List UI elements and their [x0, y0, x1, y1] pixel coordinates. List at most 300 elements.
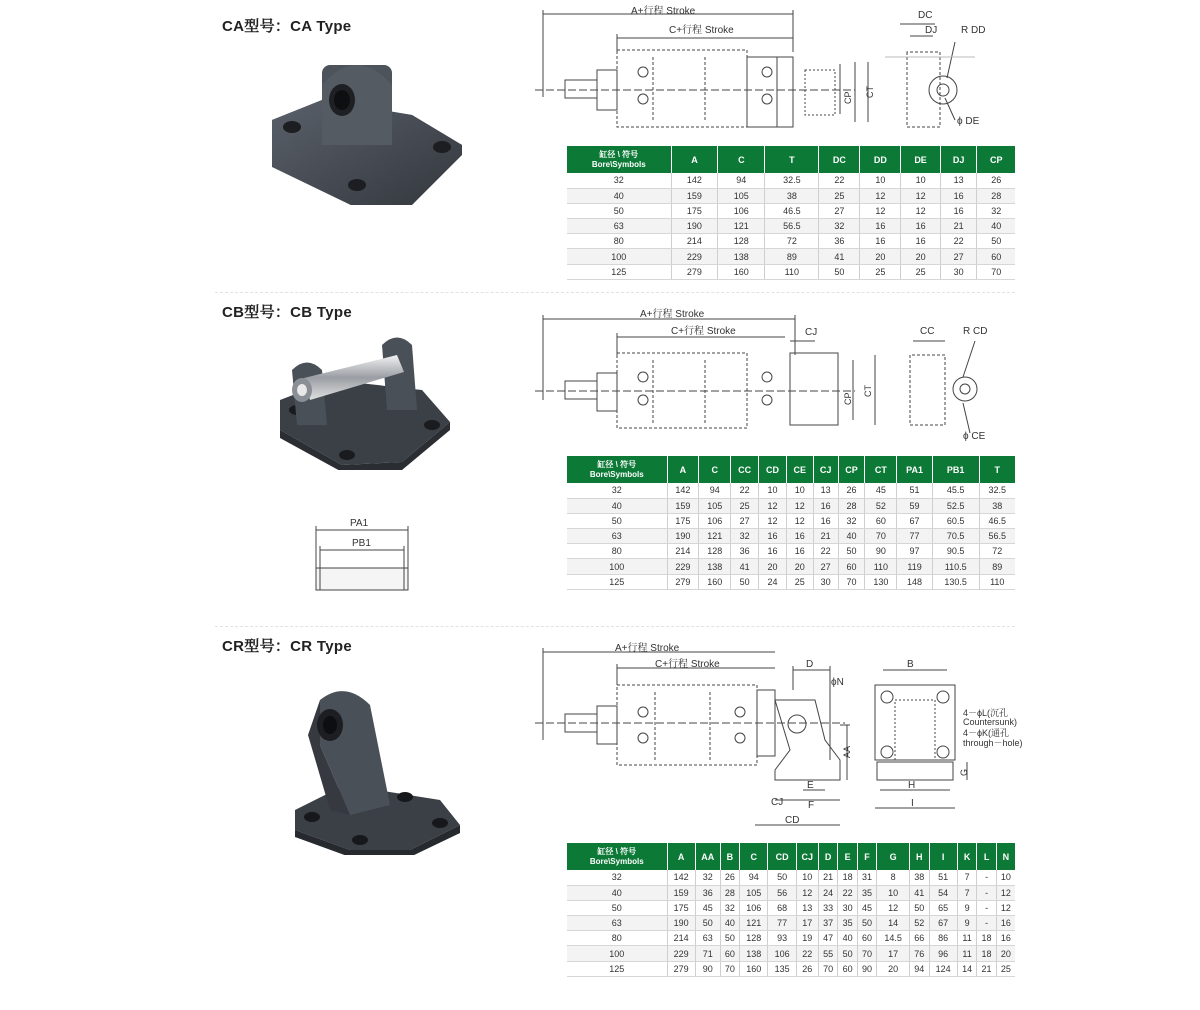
table-cell: 25	[786, 574, 813, 589]
table-cell: 70	[977, 264, 1015, 279]
bore-size-cell: 125	[567, 264, 671, 279]
table-cell: 10	[996, 870, 1015, 885]
table-cell: 32.5	[765, 173, 819, 188]
table-cell: 50	[977, 234, 1015, 249]
table-row	[567, 188, 1015, 203]
table-cell: 10	[901, 173, 941, 188]
table-cell: 121	[718, 219, 765, 234]
table-row	[567, 498, 1015, 513]
table-cell: 8	[877, 870, 910, 885]
table-cell: 279	[667, 574, 699, 589]
table-cell: 51	[897, 483, 932, 498]
table-cell: 175	[671, 203, 718, 218]
table-cell: 190	[667, 529, 699, 544]
cr-type-title: CR型号：CR Type	[222, 638, 352, 655]
bore-size-cell: 100	[567, 249, 671, 264]
bore-size-cell: 100	[567, 946, 667, 961]
table-cell: -	[977, 885, 996, 900]
table-cell: 41	[819, 249, 860, 264]
table-cell: 27	[819, 203, 860, 218]
table-cell: 31	[857, 870, 876, 885]
cr-n-label: ϕN	[831, 677, 844, 688]
table-col-header: PB1	[932, 456, 979, 483]
table-cell: 40	[838, 529, 865, 544]
table-cell: 22	[796, 946, 818, 961]
bore-size-cell: 32	[567, 870, 667, 885]
table-cell: 50	[720, 931, 739, 946]
table-cell: 96	[929, 946, 957, 961]
table-cell: 110	[765, 264, 819, 279]
cr-h-label: H	[908, 780, 916, 791]
table-cell: 121	[699, 529, 731, 544]
table-row	[567, 529, 1015, 544]
cr-e-label: E	[807, 780, 814, 791]
table-cell: 106	[699, 513, 731, 528]
cr-d-label: D	[806, 659, 814, 670]
section-divider	[215, 626, 1015, 627]
table-cell: 20	[759, 559, 787, 574]
table-cell: 22	[813, 544, 838, 559]
cr-a-stroke-label: A+行程 Stroke	[615, 643, 680, 654]
section-divider	[215, 292, 1015, 293]
bore-size-cell: 63	[567, 529, 667, 544]
table-cell: 22	[731, 483, 759, 498]
table-cell: 60	[838, 559, 865, 574]
table-cell: 35	[838, 916, 857, 931]
cr-f-label: F	[808, 800, 815, 811]
table-cell: 11	[957, 931, 976, 946]
table-cell: 60	[977, 249, 1015, 264]
table-row	[567, 483, 1015, 498]
table-cell: 7	[957, 870, 976, 885]
table-cell: 56.5	[979, 529, 1015, 544]
table-cell: 18	[977, 931, 996, 946]
table-cell: 19	[796, 931, 818, 946]
table-cell: 89	[979, 559, 1015, 574]
ca-dimension-diagram	[535, 2, 1015, 137]
table-cell: 20	[860, 249, 901, 264]
table-cell: 16	[940, 188, 977, 203]
table-cell: 32	[720, 900, 739, 915]
table-cell: 27	[813, 559, 838, 574]
table-col-header: DD	[860, 146, 901, 173]
bore-size-cell: 80	[567, 544, 667, 559]
table-cell: 67	[929, 916, 957, 931]
table-cell: 11	[957, 946, 976, 961]
bore-size-cell: 80	[567, 234, 671, 249]
table-cell: 25	[996, 961, 1015, 976]
table-cell: 20	[786, 559, 813, 574]
ca-clevis-photo	[262, 45, 472, 205]
table-cell: 159	[671, 188, 718, 203]
table-col-header: DC	[819, 146, 860, 173]
table-row	[567, 544, 1015, 559]
table-col-header: A	[667, 843, 695, 870]
table-cell: 27	[731, 513, 759, 528]
table-cell: 12	[901, 188, 941, 203]
table-cell: 36	[695, 885, 720, 900]
bore-size-cell: 63	[567, 916, 667, 931]
cr-l-note-1: 4－ϕL(沉孔	[963, 708, 1009, 718]
table-cell: 25	[860, 264, 901, 279]
table-cell: 70	[838, 574, 865, 589]
table-col-header: PA1	[897, 456, 932, 483]
cb-dimension-diagram	[535, 305, 1015, 445]
table-cell: 12	[901, 203, 941, 218]
table-cell: 94	[699, 483, 731, 498]
table-cell: 22	[838, 885, 857, 900]
table-cell: 45.5	[932, 483, 979, 498]
cr-aa-label: AA	[842, 745, 852, 758]
table-cell: 16	[759, 544, 787, 559]
ca-a-stroke-label: A+行程 Stroke	[631, 6, 696, 17]
table-cell: 70	[818, 961, 837, 976]
table-cell: 28	[977, 188, 1015, 203]
cb-c-stroke-label: C+行程 Stroke	[671, 326, 736, 337]
table-cell: 106	[768, 946, 796, 961]
table-cell: 142	[667, 870, 695, 885]
table-col-header: D	[818, 843, 837, 870]
table-cell: 16	[860, 234, 901, 249]
table-cell: 26	[720, 870, 739, 885]
table-cell: 38	[765, 188, 819, 203]
table-cell: 138	[718, 249, 765, 264]
table-cell: 20	[901, 249, 941, 264]
table-cell: 25	[731, 498, 759, 513]
cb-pin-dimension-diagram	[310, 512, 415, 592]
table-cell: 40	[720, 916, 739, 931]
table-cell: 16	[786, 544, 813, 559]
table-cell: 25	[901, 264, 941, 279]
table-cell: 10	[786, 483, 813, 498]
table-cell: 16	[901, 234, 941, 249]
table-cell: 27	[940, 249, 977, 264]
table-row	[567, 916, 1015, 931]
table-row	[567, 234, 1015, 249]
table-cell: 45	[857, 900, 876, 915]
table-cell: 9	[957, 916, 976, 931]
table-cell: 105	[740, 885, 768, 900]
table-col-header: A	[671, 146, 718, 173]
table-cell: 128	[740, 931, 768, 946]
bore-size-cell: 50	[567, 513, 667, 528]
ca-bore-header: 缸径 \ 符号 Bore\Symbols	[567, 146, 671, 173]
table-col-header: CT	[865, 456, 897, 483]
table-cell: 93	[768, 931, 796, 946]
cb-spec-table	[567, 456, 1015, 590]
table-cell: 130	[865, 574, 897, 589]
cr-k-note-1: 4－ϕK(通孔	[963, 728, 1010, 738]
table-cell: 106	[740, 900, 768, 915]
bore-size-cell: 125	[567, 574, 667, 589]
table-cell: 77	[897, 529, 932, 544]
cr-k-note-2: through－hole)	[963, 738, 1023, 748]
table-row	[567, 946, 1015, 961]
table-cell: 14	[957, 961, 976, 976]
table-cell: 37	[818, 916, 837, 931]
table-cell: 12	[759, 498, 787, 513]
table-cell: 142	[671, 173, 718, 188]
table-cell: 21	[818, 870, 837, 885]
cr-cj-label: CJ	[771, 797, 784, 808]
table-cell: 7	[957, 885, 976, 900]
bore-size-cell: 50	[567, 900, 667, 915]
table-col-header: F	[857, 843, 876, 870]
table-cell: 159	[667, 498, 699, 513]
table-cell: 50	[819, 264, 860, 279]
bore-size-cell: 125	[567, 961, 667, 976]
cr-b-label: B	[907, 659, 914, 670]
table-cell: 94	[740, 870, 768, 885]
table-cell: 24	[818, 885, 837, 900]
table-cell: 50	[768, 870, 796, 885]
bore-size-cell: 50	[567, 203, 671, 218]
table-row	[567, 249, 1015, 264]
table-cell: 20	[996, 946, 1015, 961]
ca-de-label: ϕ DE	[957, 116, 980, 127]
table-cell: 12	[796, 885, 818, 900]
table-cell: 190	[671, 219, 718, 234]
bore-size-cell: 63	[567, 219, 671, 234]
table-cell: -	[977, 870, 996, 885]
table-cell: 138	[740, 946, 768, 961]
table-cell: 55	[818, 946, 837, 961]
table-cell: 12	[877, 900, 910, 915]
table-cell: 159	[667, 885, 695, 900]
table-cell: 12	[786, 498, 813, 513]
table-cell: 13	[813, 483, 838, 498]
table-cell: -	[977, 916, 996, 931]
table-cell: 94	[910, 961, 929, 976]
table-cell: 214	[671, 234, 718, 249]
cr-c-stroke-label: C+行程 Stroke	[655, 659, 720, 670]
table-cell: 279	[667, 961, 695, 976]
table-cell: -	[977, 900, 996, 915]
table-cell: 32	[819, 219, 860, 234]
table-cell: 12	[996, 885, 1015, 900]
table-cell: 16	[940, 203, 977, 218]
cr-i-label: I	[911, 798, 914, 809]
table-cell: 105	[699, 498, 731, 513]
table-cell: 30	[838, 900, 857, 915]
table-cell: 32	[731, 529, 759, 544]
table-cell: 94	[718, 173, 765, 188]
table-col-header: AA	[695, 843, 720, 870]
table-cell: 90	[865, 544, 897, 559]
table-cell: 90.5	[932, 544, 979, 559]
table-cell: 14.5	[877, 931, 910, 946]
table-cell: 110	[979, 574, 1015, 589]
table-cell: 33	[818, 900, 837, 915]
table-col-header: N	[996, 843, 1015, 870]
table-cell: 50	[731, 574, 759, 589]
table-cell: 148	[897, 574, 932, 589]
table-col-header: C	[718, 146, 765, 173]
table-cell: 50	[838, 946, 857, 961]
table-cell: 138	[699, 559, 731, 574]
table-cell: 10	[860, 173, 901, 188]
table-cell: 50	[910, 900, 929, 915]
table-cell: 52	[865, 498, 897, 513]
table-cell: 52	[910, 916, 929, 931]
table-cell: 45	[695, 900, 720, 915]
table-cell: 12	[759, 513, 787, 528]
table-cell: 105	[718, 188, 765, 203]
table-cell: 56	[768, 885, 796, 900]
table-cell: 190	[667, 916, 695, 931]
table-col-header: T	[765, 146, 819, 173]
table-row	[567, 173, 1015, 188]
table-cell: 28	[838, 498, 865, 513]
cb-pa1-label: PA1	[350, 518, 369, 529]
table-col-header: DJ	[940, 146, 977, 173]
table-cell: 76	[910, 946, 929, 961]
table-cell: 128	[699, 544, 731, 559]
table-cell: 71	[695, 946, 720, 961]
table-col-header: A	[667, 456, 699, 483]
table-cell: 41	[910, 885, 929, 900]
table-cell: 54	[929, 885, 957, 900]
cr-spec-table	[567, 843, 1015, 977]
table-cell: 63	[695, 931, 720, 946]
table-row	[567, 885, 1015, 900]
bore-size-cell: 32	[567, 483, 667, 498]
table-cell: 16	[996, 916, 1015, 931]
table-cell: 32.5	[979, 483, 1015, 498]
bore-size-cell: 100	[567, 559, 667, 574]
table-cell: 70	[865, 529, 897, 544]
cr-dimension-diagram	[535, 640, 1025, 830]
ca-spec-table	[567, 146, 1015, 280]
table-cell: 97	[897, 544, 932, 559]
table-cell: 68	[768, 900, 796, 915]
table-cell: 41	[731, 559, 759, 574]
table-cell: 124	[929, 961, 957, 976]
cb-cc-label: CC	[920, 326, 935, 337]
table-cell: 10	[877, 885, 910, 900]
table-cell: 12	[860, 203, 901, 218]
cb-a-stroke-label: A+行程 Stroke	[640, 309, 705, 320]
table-cell: 46.5	[979, 513, 1015, 528]
table-cell: 16	[813, 513, 838, 528]
table-cell: 16	[786, 529, 813, 544]
cr-cd-label: CD	[785, 815, 800, 826]
table-cell: 16	[996, 931, 1015, 946]
table-cell: 36	[731, 544, 759, 559]
cb-ct-label: CT	[863, 385, 873, 397]
table-cell: 50	[838, 544, 865, 559]
cb-cj-label: CJ	[805, 327, 818, 338]
ca-dc-label: DC	[918, 10, 933, 21]
table-row	[567, 219, 1015, 234]
table-cell: 214	[667, 544, 699, 559]
ca-ct-label: CT	[865, 86, 875, 98]
table-cell: 70	[857, 946, 876, 961]
table-cell: 89	[765, 249, 819, 264]
ca-dj-label: DJ	[925, 25, 938, 36]
table-cell: 17	[796, 916, 818, 931]
table-cell: 142	[667, 483, 699, 498]
table-cell: 16	[901, 219, 941, 234]
table-cell: 9	[957, 900, 976, 915]
table-cell: 40	[977, 219, 1015, 234]
table-cell: 13	[796, 900, 818, 915]
table-cell: 22	[819, 173, 860, 188]
table-col-header: T	[979, 456, 1015, 483]
table-cell: 16	[860, 219, 901, 234]
table-cell: 26	[796, 961, 818, 976]
table-cell: 12	[996, 900, 1015, 915]
bore-size-cell: 40	[567, 885, 667, 900]
table-cell: 121	[740, 916, 768, 931]
table-col-header: L	[977, 843, 996, 870]
table-cell: 60	[720, 946, 739, 961]
table-cell: 26	[977, 173, 1015, 188]
table-cell: 26	[838, 483, 865, 498]
table-row	[567, 203, 1015, 218]
table-cell: 175	[667, 513, 699, 528]
table-row	[567, 574, 1015, 589]
table-col-header: CD	[768, 843, 796, 870]
cb-pb1-label: PB1	[352, 538, 371, 549]
table-cell: 52.5	[932, 498, 979, 513]
table-cell: 229	[667, 559, 699, 574]
table-cell: 110	[865, 559, 897, 574]
table-col-header: B	[720, 843, 739, 870]
table-cell: 160	[740, 961, 768, 976]
table-cell: 25	[819, 188, 860, 203]
table-cell: 32	[838, 513, 865, 528]
table-cell: 30	[813, 574, 838, 589]
table-cell: 229	[671, 249, 718, 264]
table-col-header: E	[838, 843, 857, 870]
table-cell: 119	[897, 559, 932, 574]
table-cell: 30	[940, 264, 977, 279]
table-cell: 66	[910, 931, 929, 946]
table-cell: 70.5	[932, 529, 979, 544]
table-col-header: G	[877, 843, 910, 870]
table-row	[567, 513, 1015, 528]
table-col-header: CP	[977, 146, 1015, 173]
table-cell: 10	[796, 870, 818, 885]
table-col-header: K	[957, 843, 976, 870]
table-row	[567, 559, 1015, 574]
table-cell: 14	[877, 916, 910, 931]
table-cell: 135	[768, 961, 796, 976]
table-row	[567, 264, 1015, 279]
table-cell: 70	[720, 961, 739, 976]
table-cell: 86	[929, 931, 957, 946]
table-cell: 130.5	[932, 574, 979, 589]
table-cell: 60	[865, 513, 897, 528]
table-col-header: CJ	[813, 456, 838, 483]
table-cell: 20	[877, 961, 910, 976]
table-cell: 17	[877, 946, 910, 961]
table-cell: 10	[759, 483, 787, 498]
table-col-header: CE	[786, 456, 813, 483]
table-cell: 50	[857, 916, 876, 931]
table-cell: 24	[759, 574, 787, 589]
table-cell: 60	[857, 931, 876, 946]
ca-cp-label: CP	[843, 91, 853, 104]
table-cell: 279	[671, 264, 718, 279]
table-cell: 50	[695, 916, 720, 931]
table-cell: 21	[940, 219, 977, 234]
cb-cp-label: CP	[843, 392, 853, 405]
table-col-header: CP	[838, 456, 865, 483]
table-cell: 67	[897, 513, 932, 528]
table-cell: 32	[977, 203, 1015, 218]
